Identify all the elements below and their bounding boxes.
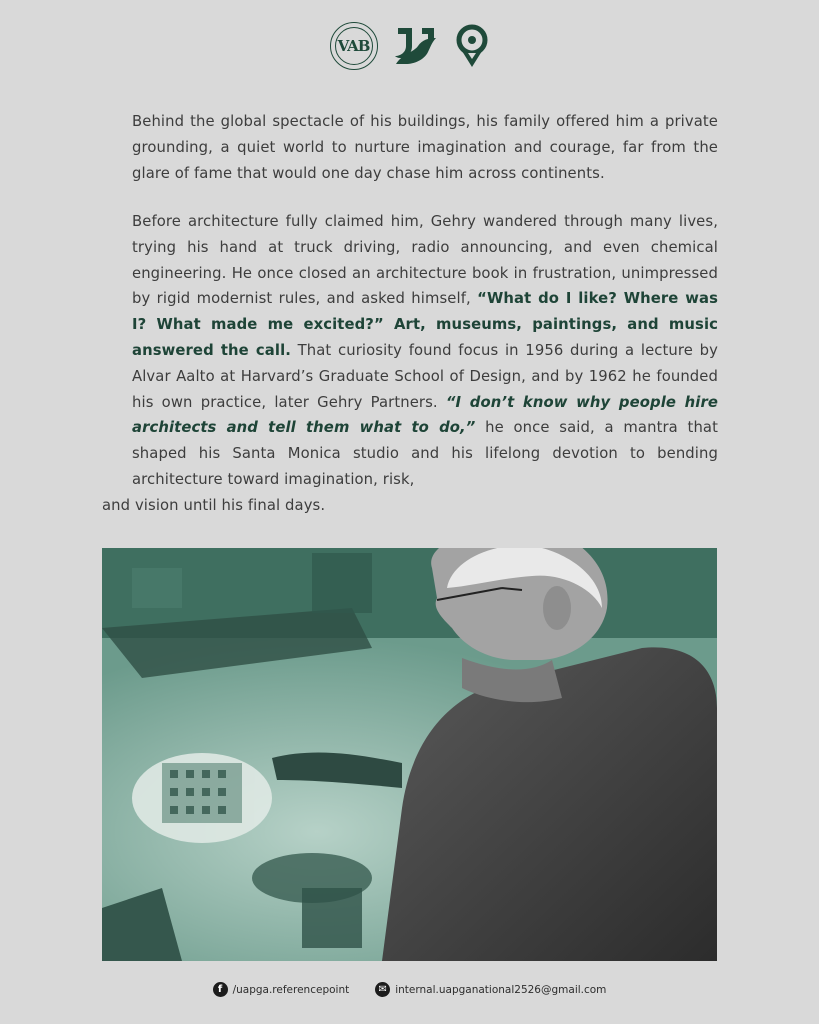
facebook-icon: f bbox=[213, 982, 228, 997]
article-paragraph-2 bbox=[102, 209, 718, 519]
paragraph-2-text bbox=[102, 209, 718, 493]
association-seal-logo bbox=[330, 22, 378, 70]
paragraph-2-intro: Before architecture fully claimed him, Gehry wandered through many lives, trying his hand at truck driving, radio announcing, and even chemical engineering. He once closed an architecture book in frustration, unimpressed by rigid modernist rules, and asked himself, bbox=[132, 213, 718, 308]
paragraph-2-end: he once said, a mantra that shaped his Santa Monica studio and his lifelong devotion to bending architecture toward imagination, risk, bbox=[132, 419, 718, 488]
location-pin-logo bbox=[454, 23, 490, 69]
paragraph-2-middle: That curiosity found focus in 1956 during a lecture by Alvar Aalto at Harvard’s Graduate School of Design, and by 1962 he founded his own practice, later Gehry Partners. bbox=[132, 341, 718, 411]
email-link[interactable] bbox=[375, 982, 606, 997]
paragraph-1-text: Behind the global spectacle of his buildings, his family offered him a private grounding, a quiet world to nurture imagination and courage, far from the glare of fame that would one day chase him across continents. bbox=[132, 113, 718, 182]
article-paragraph-1 bbox=[102, 109, 718, 186]
email-icon: ✉ bbox=[375, 982, 390, 997]
chapter-logo bbox=[392, 24, 440, 68]
seal-monogram: VAB bbox=[337, 37, 370, 55]
email-address: internal.uapganational2526@gmail.com bbox=[395, 983, 607, 996]
paragraph-2-bold-quote: “What do I like? Where was I? What made me excited?” Art, museums, paintings, and music answered the call. bbox=[132, 290, 718, 359]
footer bbox=[0, 982, 819, 997]
paragraph-2-italic-quote: “I don’t know why people hire architects and tell them what to do,” bbox=[132, 393, 718, 437]
facebook-handle: /uapga.referencepoint bbox=[232, 983, 350, 996]
header-logos bbox=[0, 22, 819, 70]
paragraph-2-final-line: and vision until his final days. bbox=[102, 496, 326, 514]
gehry-studio-photo bbox=[102, 548, 717, 961]
facebook-link[interactable] bbox=[213, 982, 350, 997]
